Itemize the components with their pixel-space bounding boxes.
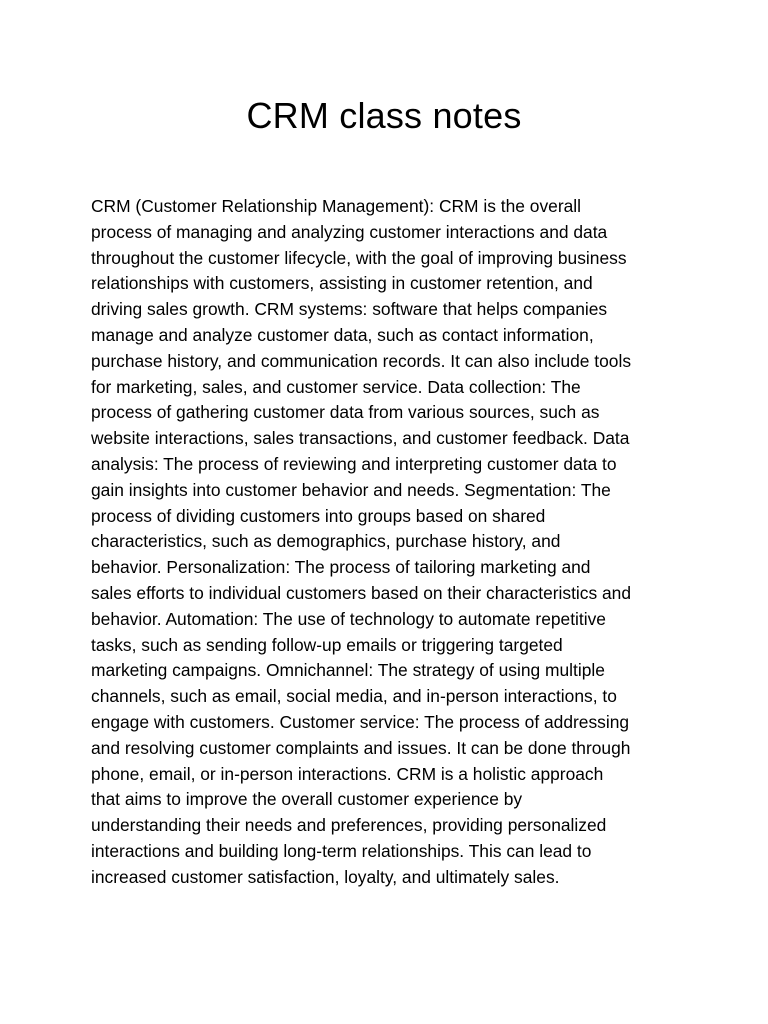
body-line: relationships with customers, assisting in customer retention, and <box>91 273 593 294</box>
body-line: sales efforts to individual customers based on their characteristics and <box>91 582 632 603</box>
body-line: increased customer satisfaction, loyalty, and ultimately sales. <box>91 866 560 887</box>
body-line: that aims to improve the overall customer experience by <box>91 789 523 810</box>
body-line: characteristics, such as demographics, purchase history, and <box>91 531 561 552</box>
body-line: tasks, such as sending follow-up emails or triggering targeted <box>91 634 563 655</box>
body-line: throughout the customer lifecycle, with the goal of improving business <box>91 247 627 268</box>
body-line: website interactions, sales transactions, and customer feedback. Data <box>91 428 630 449</box>
body-line: manage and analyze customer data, such as contact information, <box>91 324 594 345</box>
body-line: process of dividing customers into groups based on shared <box>91 505 546 526</box>
body-line: behavior. Personalization: The process of tailoring marketing and <box>91 557 591 578</box>
body-line: and resolving customer complaints and issues. It can be done through <box>91 737 631 758</box>
body-line: phone, email, or in-person interactions. CRM is a holistic approach <box>91 763 604 784</box>
body-line: process of gathering customer data from various sources, such as <box>91 402 600 423</box>
body-line: marketing campaigns. Omnichannel: The strategy of using multiple <box>91 660 605 681</box>
body-line: understanding their needs and preferences, providing personalized <box>91 815 607 836</box>
body-line: engage with customers. Customer service: The process of addressing <box>91 711 630 732</box>
body-line: behavior. Automation: The use of technology to automate repetitive <box>91 608 606 629</box>
body-line: process of managing and analyzing customer interactions and data <box>91 221 608 242</box>
body-line: channels, such as email, social media, and in-person interactions, to <box>91 686 617 707</box>
body-line: analysis: The process of reviewing and interpreting customer data to <box>91 453 617 474</box>
body-line: for marketing, sales, and customer service. Data collection: The <box>91 376 581 397</box>
document-body <box>91 194 691 891</box>
body-line: gain insights into customer behavior and needs. Segmentation: The <box>91 479 611 500</box>
body-line: interactions and building long-term relationships. This can lead to <box>91 840 592 861</box>
body-line: purchase history, and communication records. It can also include tools <box>91 350 632 371</box>
body-line: driving sales growth. CRM systems: software that helps companies <box>91 299 608 320</box>
body-line: CRM (Customer Relationship Management): CRM is the overall <box>91 196 582 216</box>
document-title: CRM class notes <box>246 95 522 136</box>
